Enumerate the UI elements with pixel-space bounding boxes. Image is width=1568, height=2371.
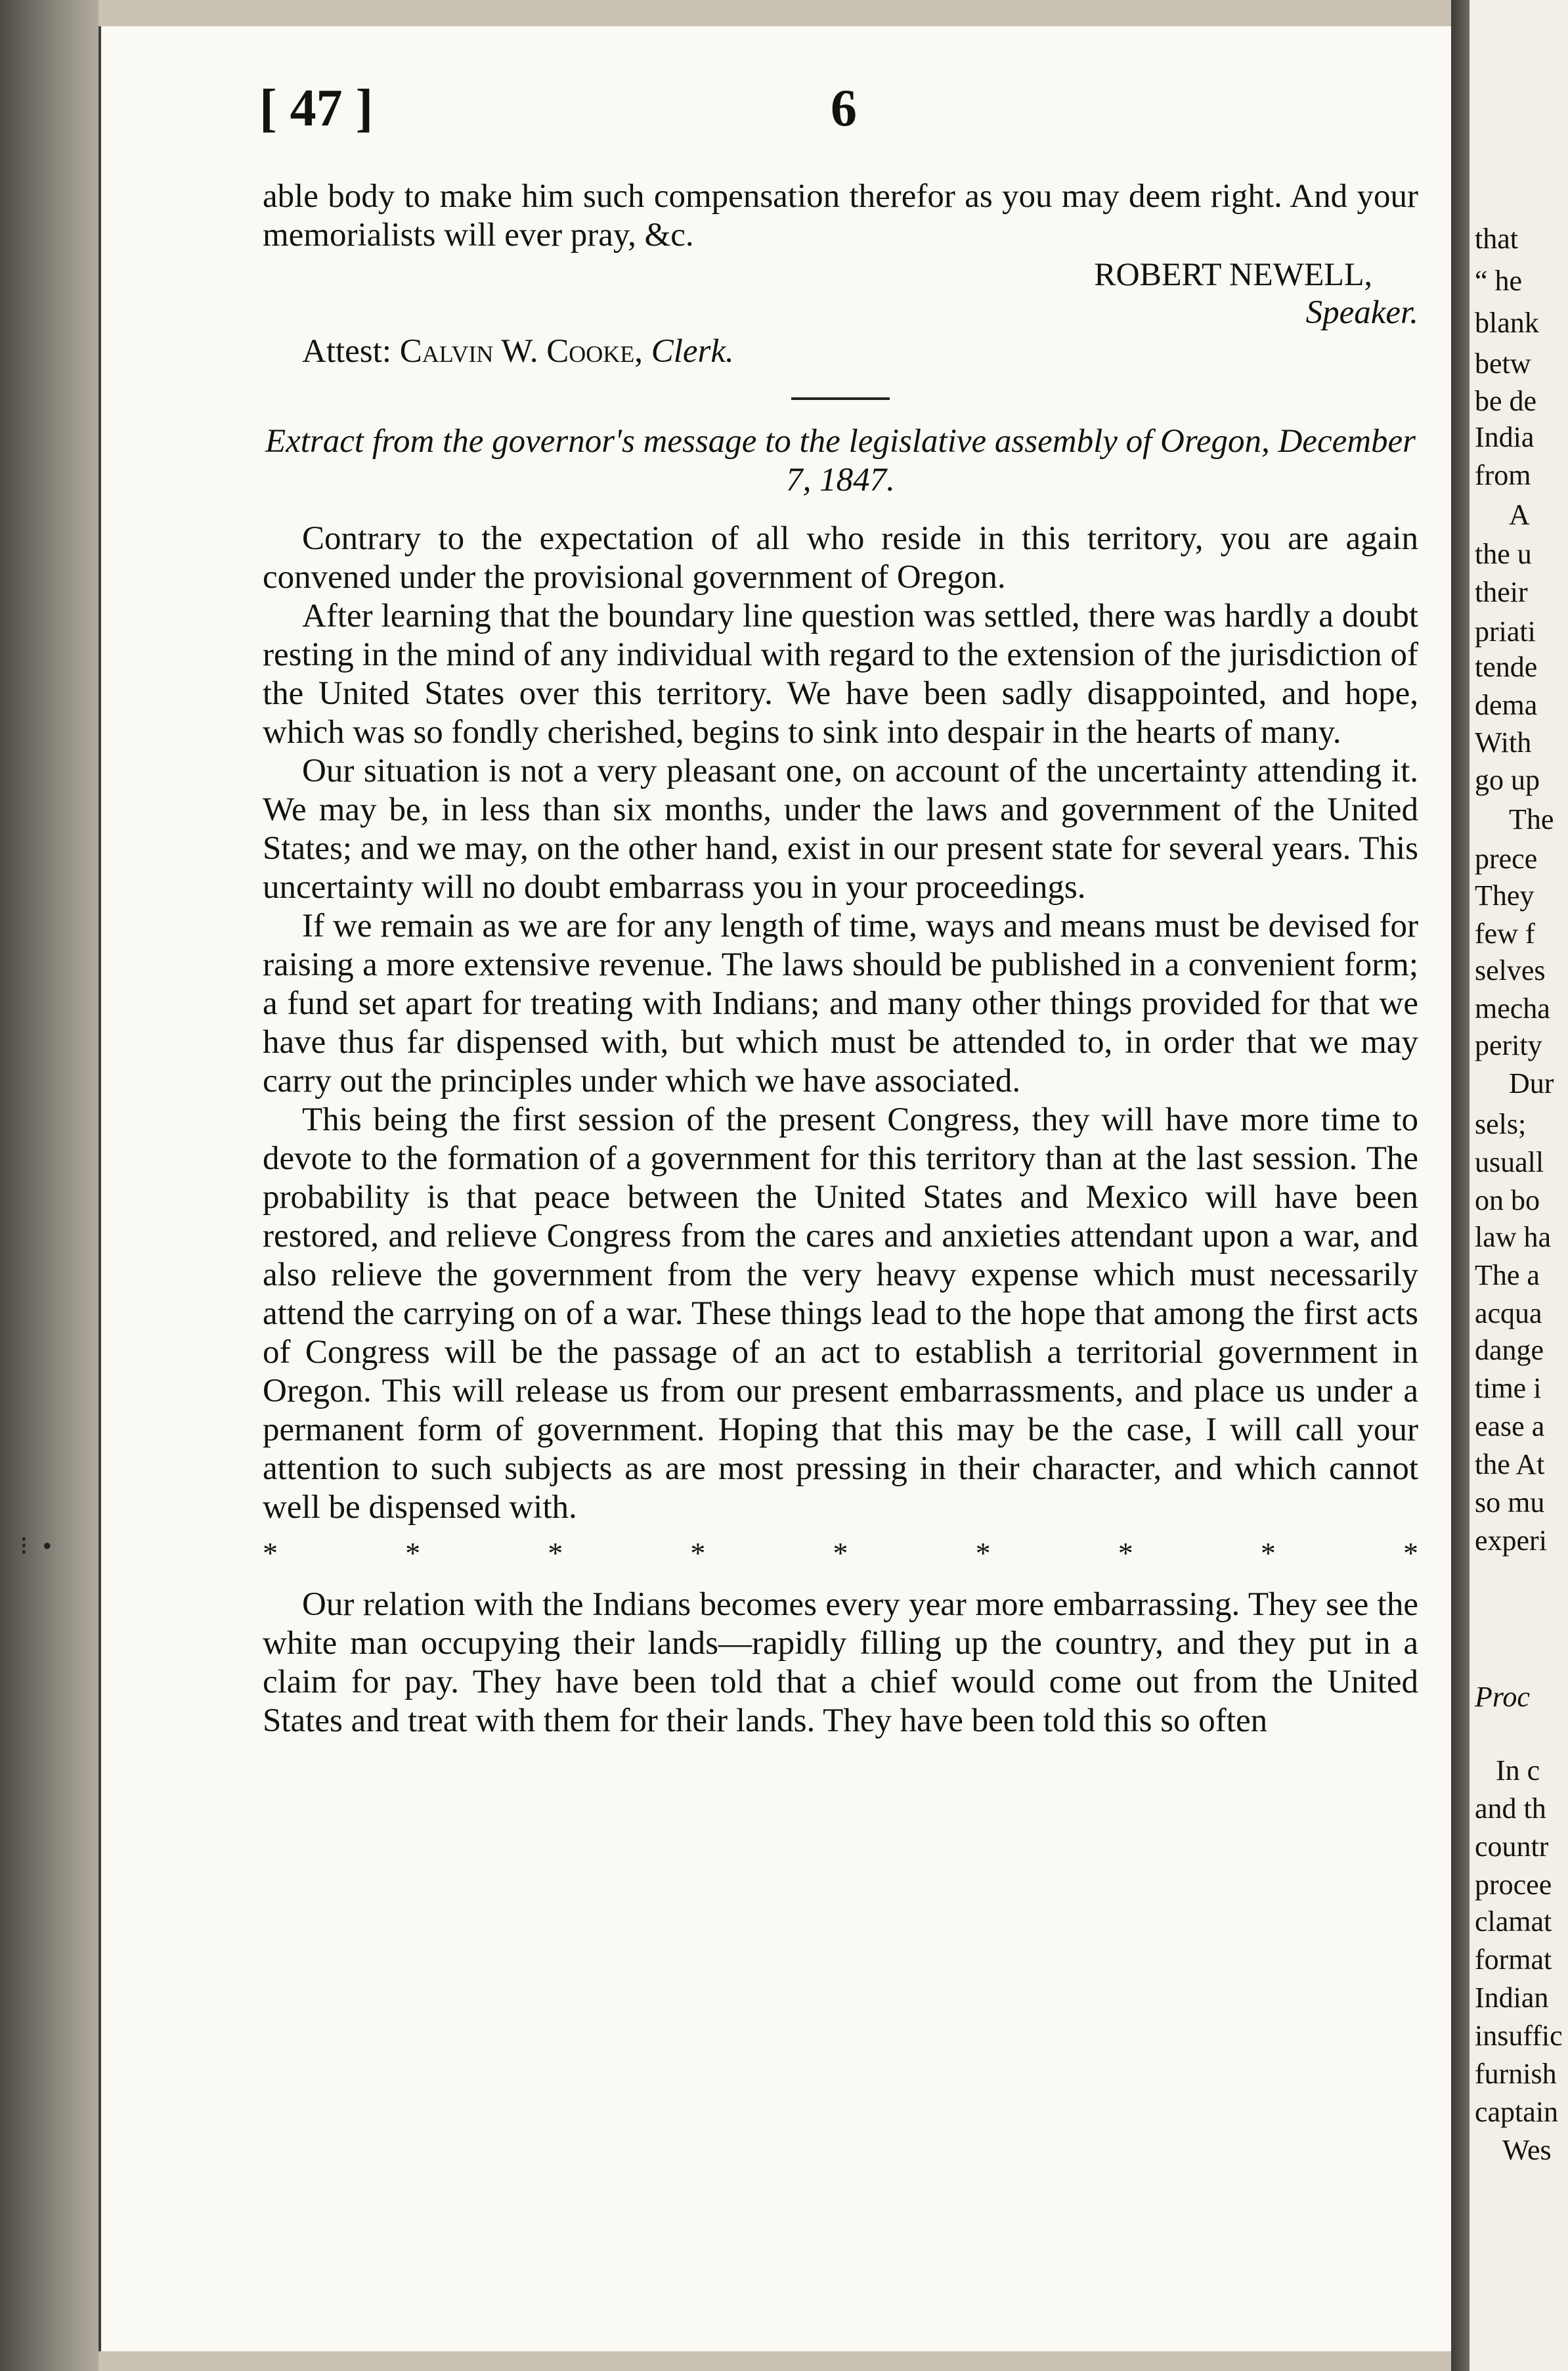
adjacent-fragment: selves <box>1475 954 1546 986</box>
ellipsis-stars <box>263 1527 1418 1585</box>
star: * <box>1260 1536 1276 1570</box>
document-reference: [ 47 ] <box>259 79 374 137</box>
star: * <box>405 1536 421 1570</box>
star: * <box>833 1536 848 1570</box>
extract-heading: Extract from the governor's message to the legislative assembly of Oregon, December 7, 1847. <box>265 423 1416 499</box>
adjacent-fragment: Dur <box>1509 1067 1554 1099</box>
adjacent-fragment: mecha <box>1475 992 1550 1025</box>
adjacent-fragment: Proc <box>1475 1681 1530 1713</box>
margin-marks: ⁝ • <box>20 1531 56 1561</box>
attest-label: Attest: <box>302 333 391 370</box>
paragraph: Contrary to the expectation of all who reside in this territory, you are again convened under the provisional government of Oregon. <box>263 520 1418 596</box>
adjacent-fragment: from <box>1475 459 1531 491</box>
page-number: 6 <box>831 79 857 137</box>
adjacent-fragment: so mu <box>1475 1486 1545 1518</box>
adjacent-fragment: tende <box>1475 651 1538 683</box>
page-header <box>259 79 1415 151</box>
adjacent-fragment: procee <box>1475 1869 1552 1901</box>
adjacent-fragment: ease a <box>1475 1410 1545 1442</box>
adjacent-fragment: their <box>1475 576 1528 608</box>
adjacent-fragment: perity <box>1475 1029 1542 1061</box>
star: * <box>548 1536 563 1570</box>
star: * <box>1118 1536 1133 1570</box>
paragraph: Our relation with the Indians becomes every year more embarrassing. They see the white man occupying their lands—rapidly filling up the country, and they put in a claim for pay. They have been told that a chief would come out from the United States and treat with them for their lands. They have been told this so often <box>263 1586 1418 1739</box>
adjacent-fragment: “ he <box>1475 265 1523 297</box>
star: * <box>263 1536 278 1570</box>
paragraph: If we remain as we are for any length of time, ways and means must be devised for raising a more extensive revenue. The laws should be published in a convenient form; a fund set apart for treating with Indians; and many other things provided for that we have thus far dispensed with, but which must be attended to, in order that we may carry out the principles under which we have associated. <box>263 908 1418 1099</box>
adjacent-fragment: few f <box>1475 918 1535 950</box>
adjacent-fragment: usuall <box>1475 1146 1544 1178</box>
attest-name: Calvin W. Cooke, <box>399 333 643 370</box>
adjacent-fragment: captain <box>1475 2096 1559 2128</box>
star: * <box>690 1536 706 1570</box>
adjacent-fragment: go up <box>1475 764 1540 796</box>
attest-role: Clerk. <box>651 333 734 370</box>
star: * <box>1403 1536 1418 1570</box>
adjacent-fragment: that <box>1475 223 1518 255</box>
adjacent-fragment: The a <box>1475 1259 1540 1291</box>
adjacent-fragment: Wes <box>1502 2134 1552 2166</box>
adjacent-fragment: A <box>1509 499 1530 531</box>
paragraph: Our situation is not a very pleasant one, on account of the uncertainty attending it. We may be, in less than six months, under the laws and government of the United States; and we may, on the other hand, exist in our present state for several years. This uncertainty will no doubt embarrass you in your proceedings. <box>263 753 1418 906</box>
adjacent-fragment: insuffic <box>1475 2020 1563 2052</box>
adjacent-fragment: furnish <box>1475 2058 1557 2090</box>
memorial-closing: able body to make him such compensation therefor as you may deem right. And your memorialists will ever pray, &c. <box>263 178 1418 254</box>
paragraph: After learning that the boundary line question was settled, there was hardly a doubt resting in the mind of any individual with regard to the extension of the jurisdiction of the United States over this territory. We have been sadly disappointed, and hope, which was so fondly cherished, begins to sink into despair in the hearts of many. <box>263 598 1418 751</box>
adjacent-fragment: priati <box>1475 615 1536 648</box>
paragraph: This being the first session of the present Congress, they will have more time to devote to the formation of a government for this territory than at the last session. The probability is that peace between the United States and Mexico will have been restored, and relieve Congress from the cares and anxieties attendant upon a war, and also relieve the government from the very heavy expense which must necessarily attend the carrying on of a war. These things lead to the hope that among the first acts of Congress will be the passage of an act to establish a territorial government in Oregon. This will release us from our present embarrassments, and place us under a permanent form of government. Hoping that this may be the case, I will call your attention to such subjects as are most pressing in their character, and which cannot well be dispensed with. <box>263 1101 1418 1526</box>
adjacent-fragment: be de <box>1475 385 1537 417</box>
signer-name: ROBERT NEWELL, <box>1094 255 1372 292</box>
binding-gutter <box>0 0 98 2371</box>
page-body <box>263 177 1418 1740</box>
adjacent-fragment: betw <box>1475 347 1531 380</box>
adjacent-fragment: experi <box>1475 1524 1547 1557</box>
adjacent-fragment: prece <box>1475 843 1538 875</box>
adjacent-fragment: dema <box>1475 689 1538 721</box>
adjacent-fragment: Indian <box>1475 1982 1549 2014</box>
adjacent-fragment: With <box>1475 726 1532 759</box>
page-fold-shadow <box>1451 0 1470 2371</box>
adjacent-fragment: sels; <box>1475 1108 1527 1140</box>
attestation <box>302 332 1418 371</box>
adjacent-fragment: countr <box>1475 1830 1549 1863</box>
star: * <box>975 1536 991 1570</box>
adjacent-fragment: They <box>1475 879 1535 912</box>
adjacent-fragment: In c <box>1496 1754 1540 1786</box>
adjacent-fragment: on bo <box>1475 1184 1540 1216</box>
adjacent-fragment: dange <box>1475 1334 1544 1366</box>
signer-title: Speaker. <box>1305 294 1418 331</box>
adjacent-fragment: acqua <box>1475 1297 1542 1329</box>
adjacent-fragment: The <box>1509 803 1554 835</box>
adjacent-fragment: the u <box>1475 538 1532 570</box>
adjacent-page-edge <box>1470 0 1568 2371</box>
adjacent-fragment: and th <box>1475 1792 1546 1825</box>
adjacent-fragment: format <box>1475 1943 1552 1976</box>
adjacent-fragment: India <box>1475 421 1535 453</box>
adjacent-fragment: time i <box>1475 1372 1542 1404</box>
adjacent-fragment: law ha <box>1475 1221 1552 1253</box>
adjacent-fragment: clamat <box>1475 1905 1552 1938</box>
section-divider <box>791 397 890 400</box>
adjacent-fragment: the At <box>1475 1448 1545 1480</box>
adjacent-fragment: blank <box>1475 307 1539 339</box>
